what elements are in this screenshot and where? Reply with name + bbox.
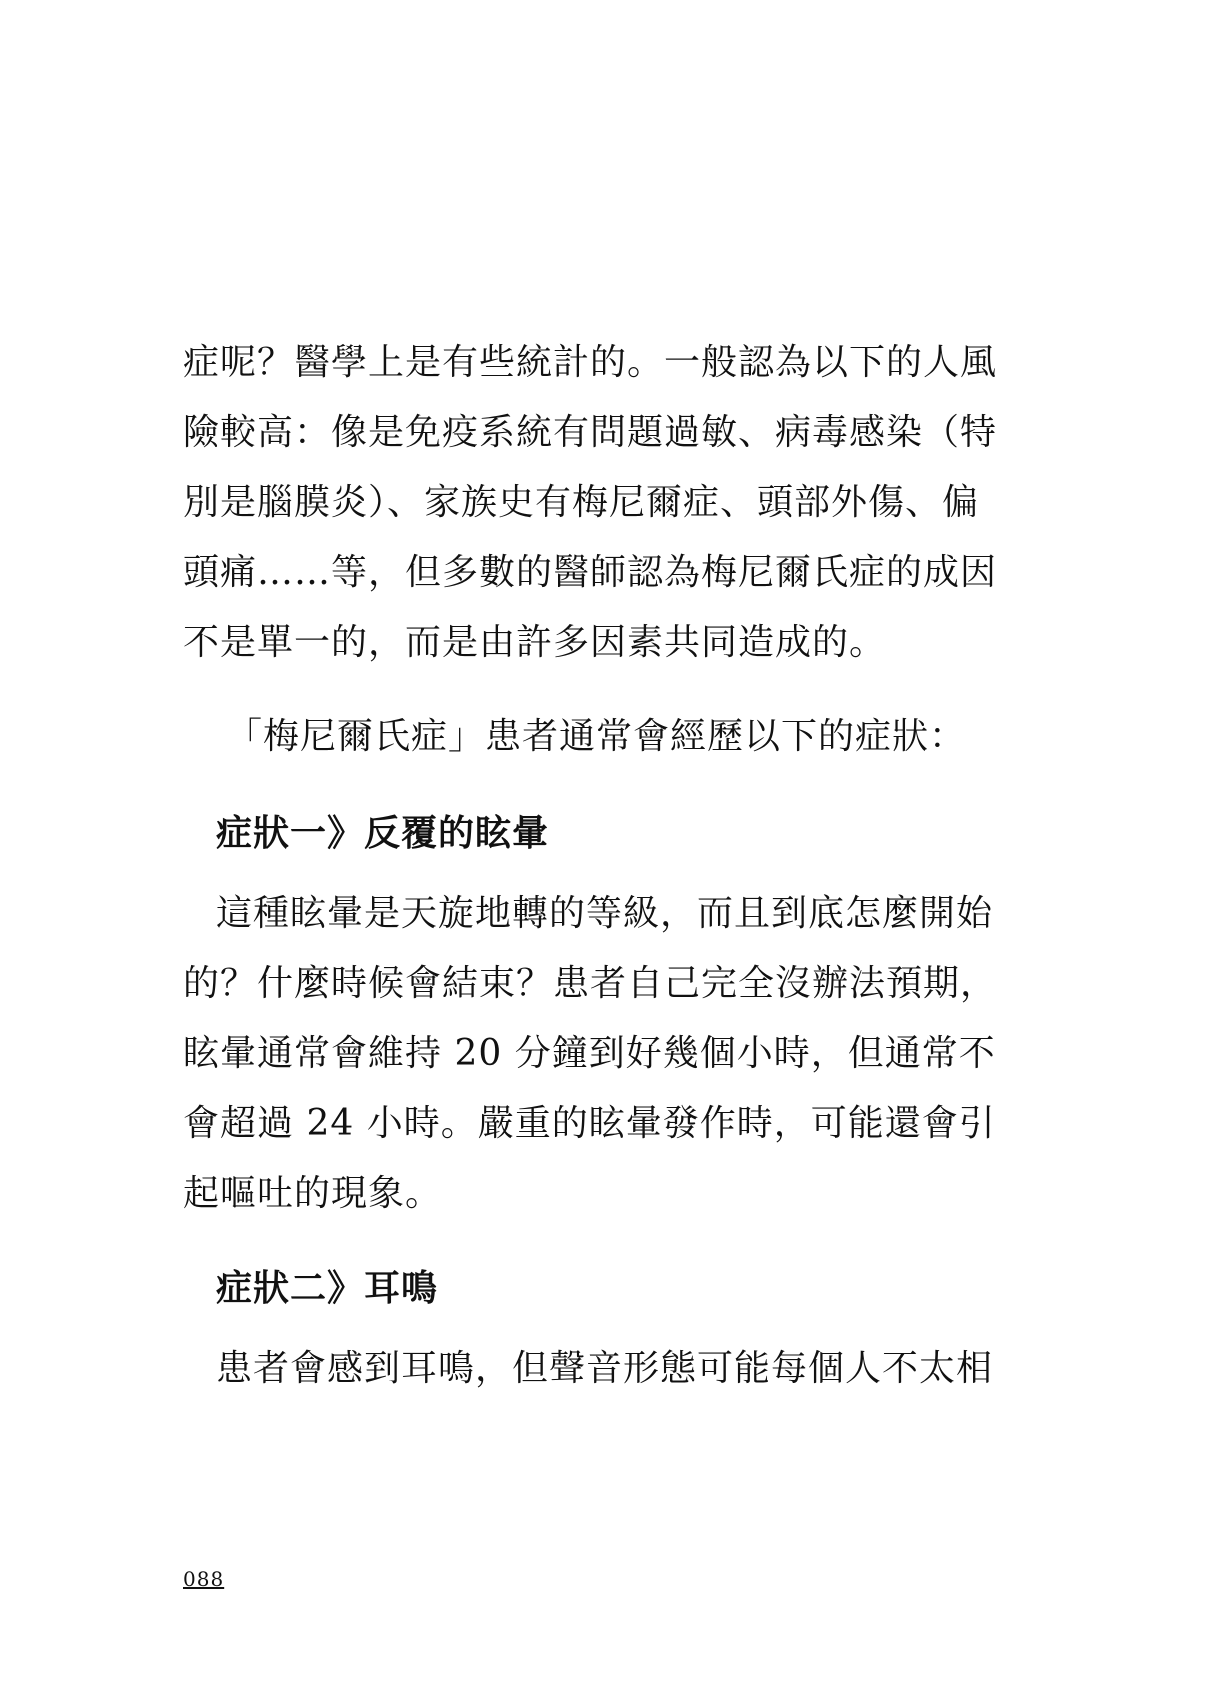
page-number: 088 <box>183 1567 225 1591</box>
section-heading: 症狀二》耳鳴 <box>216 1267 439 1309</box>
text-line: 這種眩暈是天旋地轉的等級，而且到底怎麼開始 <box>216 893 994 934</box>
text-line: 不是單一的，而是由許多因素共同造成的。 <box>183 622 887 663</box>
text-line: 起嘔吐的現象。 <box>183 1173 443 1214</box>
text-line: 患者會感到耳鳴，但聲音形態可能每個人不太相 <box>216 1348 994 1389</box>
section-heading: 症狀一》反覆的眩暈 <box>216 812 550 854</box>
text-line: 的？什麼時候會結束？患者自己完全沒辦法預期， <box>183 963 998 1004</box>
text-line: 眩暈通常會維持 20 分鐘到好幾個小時，但通常不 <box>183 1033 996 1074</box>
text-line: 別是腦膜炎）、家族史有梅尼爾症、頭部外傷、偏 <box>183 482 980 523</box>
text-line: 險較高：像是免疫系統有問題過敏、病毒感染（特 <box>183 412 998 453</box>
text-line: 「梅尼爾氏症」患者通常會經歷以下的症狀： <box>226 716 967 757</box>
text-line: 症呢？醫學上是有些統計的。一般認為以下的人風 <box>183 342 998 383</box>
text-line: 頭痛……等，但多數的醫師認為梅尼爾氏症的成因 <box>183 552 998 593</box>
text-line: 會超過 24 小時。嚴重的眩暈發作時，可能還會引 <box>183 1103 996 1144</box>
